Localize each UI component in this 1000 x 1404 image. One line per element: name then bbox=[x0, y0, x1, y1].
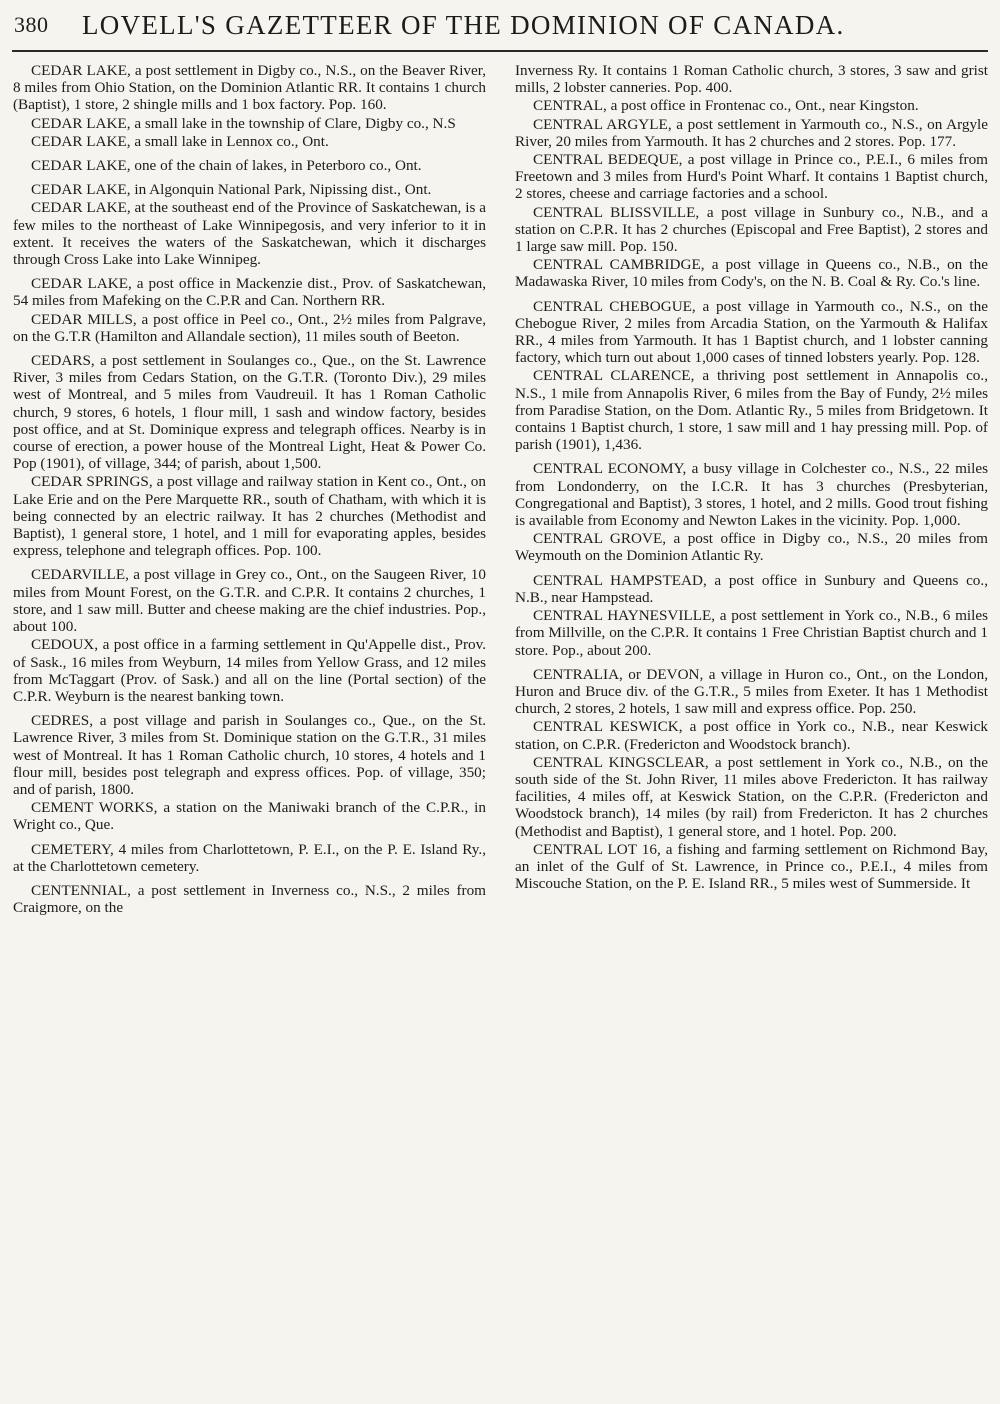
gazetteer-entry: CEDAR LAKE, in Algonquin National Park, Nipissing dist., Ont. bbox=[31, 181, 432, 199]
gazetteer-entry: CENTRAL HAYNESVILLE, a post settlement in York co., N.B., 6 miles from Millville, on the C.P.R. It contains 1 Free Christian Baptist church and 1 store. Pop., about 200. bbox=[515, 607, 988, 659]
gazetteer-entry: CENTRAL BLISSVILLE, a post village in Sunbury co., N.B., and a station on C.P.R. It has 2 churches (Episcopal and Free Baptist), 2 stores and 1 large saw mill. Pop. 150. bbox=[515, 203, 988, 256]
gazetteer-entry: CEDAR LAKE, a small lake in the township of Clare, Digby co., N.S bbox=[31, 114, 456, 132]
gazetteer-entry: CEDAR LAKE, one of the chain of lakes, in Peterboro co., Ont. bbox=[31, 157, 422, 175]
gazetteer-entry: CEDARS, a post settlement in Soulanges co., Que., on the St. Lawrence River, 3 miles from Cedars Station, on the G.T.R. (Toronto Div.), 29 miles west of Montreal, and 5 miles from Vaudreuil. It has 1 Roman Catholic church, 9 stores, 6 hotels, 1 flour mill, 1 sash and window factory, besides post office, and at St. Dominique express and telegraph offices. Nearby is in course of erection, a power house of the Montreal Light, Heat & Power Co. Pop (1901), of village, 344; of parish, about 1,500. bbox=[13, 352, 486, 473]
gazetteer-entry: Inverness Ry. It contains 1 Roman Catholic church, 3 stores, 3 saw and grist mills, 2 lobster canneries. Pop. 400. bbox=[515, 62, 988, 97]
gazetteer-entry: CEDAR LAKE, a small lake in Lennox co., Ont. bbox=[31, 132, 329, 150]
page-number: 380 bbox=[14, 12, 49, 37]
gazetteer-entry: CEDAR LAKE, at the southeast end of the Province of Saskatchewan, is a few miles to the northeast of Lake Winnipegosis, and very inferior to it in extent. It receives the waters of the Saskatchewan, which it discharges through Cross Lake into Lake Winnipeg. bbox=[13, 199, 486, 269]
gazetteer-entry: CENTRAL HAMPSTEAD, a post office in Sunbury and Queens co., N.B., near Hampstead. bbox=[515, 571, 988, 606]
gazetteer-entry: CENTRAL GROVE, a post office in Digby co., N.S., 20 miles from Weymouth on the Dominion Atlantic Ry. bbox=[515, 530, 988, 565]
gazetteer-entry: CEMETERY, 4 miles from Charlottetown, P. E.I., on the P. E. Island Ry., at the Charlottetown cemetery. bbox=[13, 840, 486, 875]
gazetteer-entry: CEMENT WORKS, a station on the Maniwaki branch of the C.P.R., in Wright co., Que. bbox=[13, 799, 486, 834]
gazetteer-entry: CENTRAL CHEBOGUE, a post village in Yarmouth co., N.S., on the Chebogue River, 2 miles from Arcadia Station, on the Yarmouth & Halifax RR., 4 miles from Yarmouth. It has 1 Baptist church, and 1 lobster canning factory, which turn out about 1,000 cases of tinned lobsters yearly. Pop. 128. bbox=[515, 297, 988, 367]
gazetteer-entry: CEDAR LAKE, a post office in Mackenzie dist., Prov. of Saskatchewan, 54 miles from Mafeking on the C.P.R and Can. Northern RR. bbox=[13, 275, 486, 310]
gazetteer-entry: CEDAR LAKE, a post settlement in Digby co., N.S., on the Beaver River, 8 miles from Ohio Station, on the Dominion Atlantic RR. It contains 1 church (Baptist), 1 store, 2 shingle mills and 1 box factory. Pop. 160. bbox=[13, 62, 486, 114]
gazetteer-entry: CENTRAL LOT 16, a fishing and farming settlement on Richmond Bay, an inlet of the Gulf of St. Lawrence, in Prince co., P.E.I., 4 miles from Miscouche Station, on the P. E. Island RR., 5 miles west of Summerside. It bbox=[515, 840, 988, 893]
gazetteer-entry: CENTRAL KESWICK, a post office in York co., N.B., near Keswick station, on C.P.R. (Fredericton and Woodstock branch). bbox=[515, 718, 988, 753]
text-columns bbox=[13, 62, 988, 1398]
gazetteer-entry: CENTRAL BEDEQUE, a post village in Prince co., P.E.I., 6 miles from Freetown and 3 miles from Hurd's Point Wharf. It contains 1 Baptist church, 2 stores, cheese and carriage factories and a school. bbox=[515, 151, 988, 203]
gazetteer-entry: CENTRALIA, or DEVON, a village in Huron co., Ont., on the London, Huron and Bruce div. of the G.T.R., 5 miles from Exeter. It has 1 Methodist church, 2 stores, 2 hotels, 1 saw mill and express office. Pop. 250. bbox=[515, 665, 988, 718]
running-title: LOVELL'S GAZETTEER OF THE DOMINION OF CANADA. bbox=[82, 10, 845, 40]
gazetteer-entry: CEDARVILLE, a post village in Grey co., Ont., on the Saugeen River, 10 miles from Mount Forest, on the G.T.R. and C.P.R. It contains 2 churches, 1 store, and 1 saw mill. Butter and cheese making are the chief industries. Pop., about 100. bbox=[13, 566, 486, 636]
page-header bbox=[12, 6, 988, 52]
gazetteer-entry: CENTRAL ECONOMY, a busy village in Colchester co., N.S., 22 miles from Londonderry, on the I.C.R. It has 3 churches (Presbyterian, Congregational and Baptist), 3 stores, 1 hotel, and 2 mills. Good trout fishing is available from Economy and Newton Lakes in the vicinity. Pop. 1,000. bbox=[515, 460, 988, 530]
left-column bbox=[13, 62, 486, 1398]
gazetteer-entry: CEDOUX, a post office in a farming settlement in Qu'Appelle dist., Prov. of Sask., 16 miles from Weyburn, 14 miles from Yellow Grass, and 12 miles from McTaggart (Prov. of Sask.) and all on the line (Portal section) of the C.P.R. Weyburn is the nearest banking town. bbox=[13, 636, 486, 705]
right-column bbox=[515, 62, 988, 1398]
gazetteer-entry: CENTRAL CLARENCE, a thriving post settlement in Annapolis co., N.S., 1 mile from Annapolis River, 6 miles from the Bay of Fundy, 2½ miles from Paradise Station, on the Dom. Atlantic Ry., 5 miles from Bridgetown. It contains 1 Baptist church, 1 store, 1 saw mill and 1 hay pressing mill. Pop. of parish (1901), 1,436. bbox=[515, 367, 988, 454]
gazetteer-entry: CENTRAL CAMBRIDGE, a post village in Queens co., N.B., on the Madawaska River, 10 miles from Cody's, on the N. B. Coal & Ry. Co.'s line. bbox=[515, 256, 988, 291]
gazetteer-entry: CENTENNIAL, a post settlement in Inverness co., N.S., 2 miles from Craigmore, on the bbox=[13, 881, 486, 917]
gazetteer-entry: CEDAR SPRINGS, a post village and railway station in Kent co., Ont., on Lake Erie and on the Pere Marquette RR., south of Chatham, with which it is being connected by an electric railway. It has 2 churches (Methodist and Baptist), 1 general store, 1 hotel, and 1 mill for evaporating apples, besides express, telephone and telegraph offices. Pop. 100. bbox=[13, 473, 486, 560]
gazetteer-entry: CENTRAL, a post office in Frontenac co., Ont., near Kingston. bbox=[533, 97, 919, 115]
gazetteer-entry: CENTRAL KINGSCLEAR, a post settlement in York co., N.B., on the south side of the St. John River, 11 miles above Fredericton. It has railway facilities, 4 miles off, at Keswick Station, on the C.P.R. (Fredericton and Woodstock branch), 14 miles (by rail) from Fredericton. It has 2 churches (Methodist and Baptist), 1 general store, and 1 hotel. Pop. 200. bbox=[515, 753, 988, 840]
gazetteer-entry: CEDRES, a post village and parish in Soulanges co., Que., on the St. Lawrence River, 3 miles from St. Dominique station on the G.T.R., 31 miles west of Montreal. It has 1 Roman Catholic church, 10 stores, 4 hotels and 1 flour mill, besides post telegraph and express offices. Pop. of village, 350; and of parish, 1800. bbox=[13, 712, 486, 798]
gazetteer-entry: CENTRAL ARGYLE, a post settlement in Yarmouth co., N.S., on Argyle River, 20 miles from Yarmouth. It has 2 churches and 2 stores. Pop. 177. bbox=[515, 115, 988, 150]
gazetteer-entry: CEDAR MILLS, a post office in Peel co., Ont., 2½ miles from Palgrave, on the G.T.R (Hamilton and Allandale section), 11 miles south of Beeton. bbox=[13, 310, 486, 345]
